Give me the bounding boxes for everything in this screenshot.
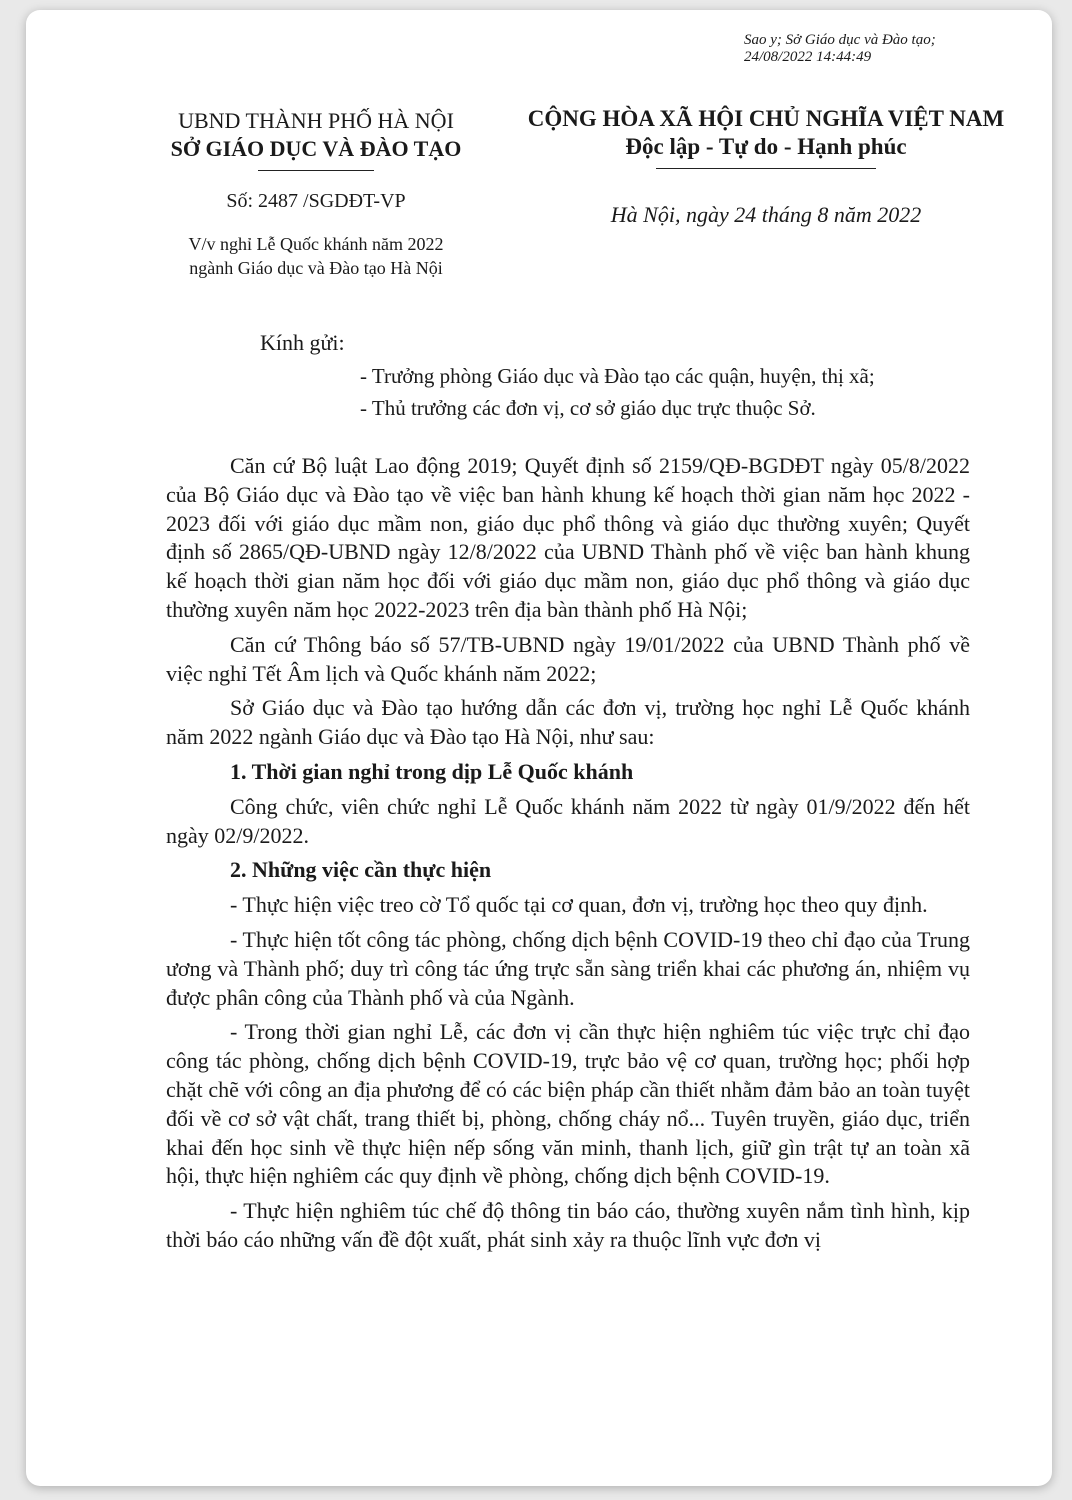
body-paragraph: Sở Giáo dục và Đào tạo hướng dẫn các đơn vị, trường học nghỉ Lễ Quốc khánh năm 2022 ngành Giáo dục và Đào tạo Hà Nội, như sau: <box>166 695 970 750</box>
org-name: SỞ GIÁO DỤC VÀ ĐÀO TẠO <box>170 136 462 161</box>
stamp-line-1: Sao y; Sở Giáo dục và Đào tạo; <box>744 32 936 48</box>
body-paragraph: - Thực hiện tốt công tác phòng, chống dịch bệnh COVID-19 theo chỉ đạo của Trung ương và Thành phố; duy trì công tác ứng trực sẵn sàng triển khai các phương án, nhiệm vụ được phân công của Thành phố và của Ngành. <box>166 926 970 1010</box>
motto: Độc lập - Tự do - Hạnh phúc <box>625 134 907 159</box>
document-number: Số: 2487 /SGDĐT-VP <box>226 190 406 212</box>
body-paragraph: Công chức, viên chức nghỉ Lễ Quốc khánh năm 2022 từ ngày 01/9/2022 đến hết ngày 02/9/2022. <box>166 793 970 848</box>
subject-line-1: V/v nghỉ Lễ Quốc khánh năm 2022 <box>188 234 444 254</box>
org-underline <box>258 170 374 171</box>
recipients-label: Kính gửi: <box>260 330 345 355</box>
document-date: Hà Nội, ngày 24 tháng 8 năm 2022 <box>610 202 922 227</box>
recipient-item: - Thủ trưởng các đơn vị, cơ sở giáo dục trực thuộc Sở. <box>360 396 816 420</box>
subject-line-2: ngành Giáo dục và Đào tạo Hà Nội <box>189 258 443 278</box>
section-heading: 2. Những việc cần thực hiện <box>230 857 492 883</box>
body-paragraph: - Thực hiện nghiêm túc chế độ thông tin báo cáo, thường xuyên nắm tình hình, kịp thời báo cáo những vấn đề đột xuất, phát sinh xảy ra thuộc lĩnh vực đơn vị <box>166 1198 970 1252</box>
document-page <box>26 10 1052 1486</box>
section-heading: 1. Thời gian nghỉ trong dịp Lễ Quốc khánh <box>230 758 634 784</box>
body-paragraph: Căn cứ Thông báo số 57/TB-UBND ngày 19/01/2022 của UBND Thành phố về việc nghỉ Tết Âm lịch và Quốc khánh năm 2022; <box>166 631 970 686</box>
stamp-line-2: 24/08/2022 14:44:49 <box>744 49 872 65</box>
body-paragraph: - Thực hiện việc treo cờ Tổ quốc tại cơ quan, đơn vị, trường học theo quy định. <box>230 892 928 918</box>
body-paragraph: Căn cứ Bộ luật Lao động 2019; Quyết định số 2159/QĐ-BGDĐT ngày 05/8/2022 của Bộ Giáo dục và Đào tạo về việc ban hành khung kế hoạch thời gian năm học 2022 - 2023 đối với giáo dục mầm non, giáo dục phổ thông và giáo dục thường xuyên; Quyết định số 2865/QĐ-UBND ngày 12/8/2022 của UBND Thành phố về việc ban hành khung kế hoạch thời gian năm học đối với giáo dục mầm non, giáo dục phổ thông và giáo dục thường xuyên năm học 2022-2023 trên địa bàn thành phố Hà Nội; <box>166 453 970 622</box>
recipient-item: - Trưởng phòng Giáo dục và Đào tạo các quận, huyện, thị xã; <box>360 364 875 388</box>
document-body <box>166 452 970 1261</box>
copy-stamp <box>744 32 936 66</box>
document-subject <box>146 232 486 280</box>
motto-underline <box>656 168 876 169</box>
body-paragraph: - Trong thời gian nghỉ Lễ, các đơn vị cần thực hiện nghiêm túc việc trực chỉ đạo công tác phòng, chống dịch bệnh COVID-19, trực bảo vệ cơ quan, trường học; phối hợp chặt chẽ với công an địa phương để có các biện pháp cần thiết nhằm đảm bảo an toàn tuyệt đối về cơ sở vật chất, trang thiết bị, phòng, chống cháy nổ... Tuyên truyền, giáo dục, triển khai đến học sinh về thực hiện nếp sống văn minh, thanh lịch, giữ gìn trật tự an toàn xã hội, thực hiện nghiêm các quy định về phòng, chống dịch bệnh COVID-19. <box>166 1019 970 1189</box>
org-parent: UBND THÀNH PHỐ HÀ NỘI <box>178 108 454 133</box>
nation-title: CỘNG HÒA XÃ HỘI CHỦ NGHĨA VIỆT NAM <box>527 106 1005 131</box>
